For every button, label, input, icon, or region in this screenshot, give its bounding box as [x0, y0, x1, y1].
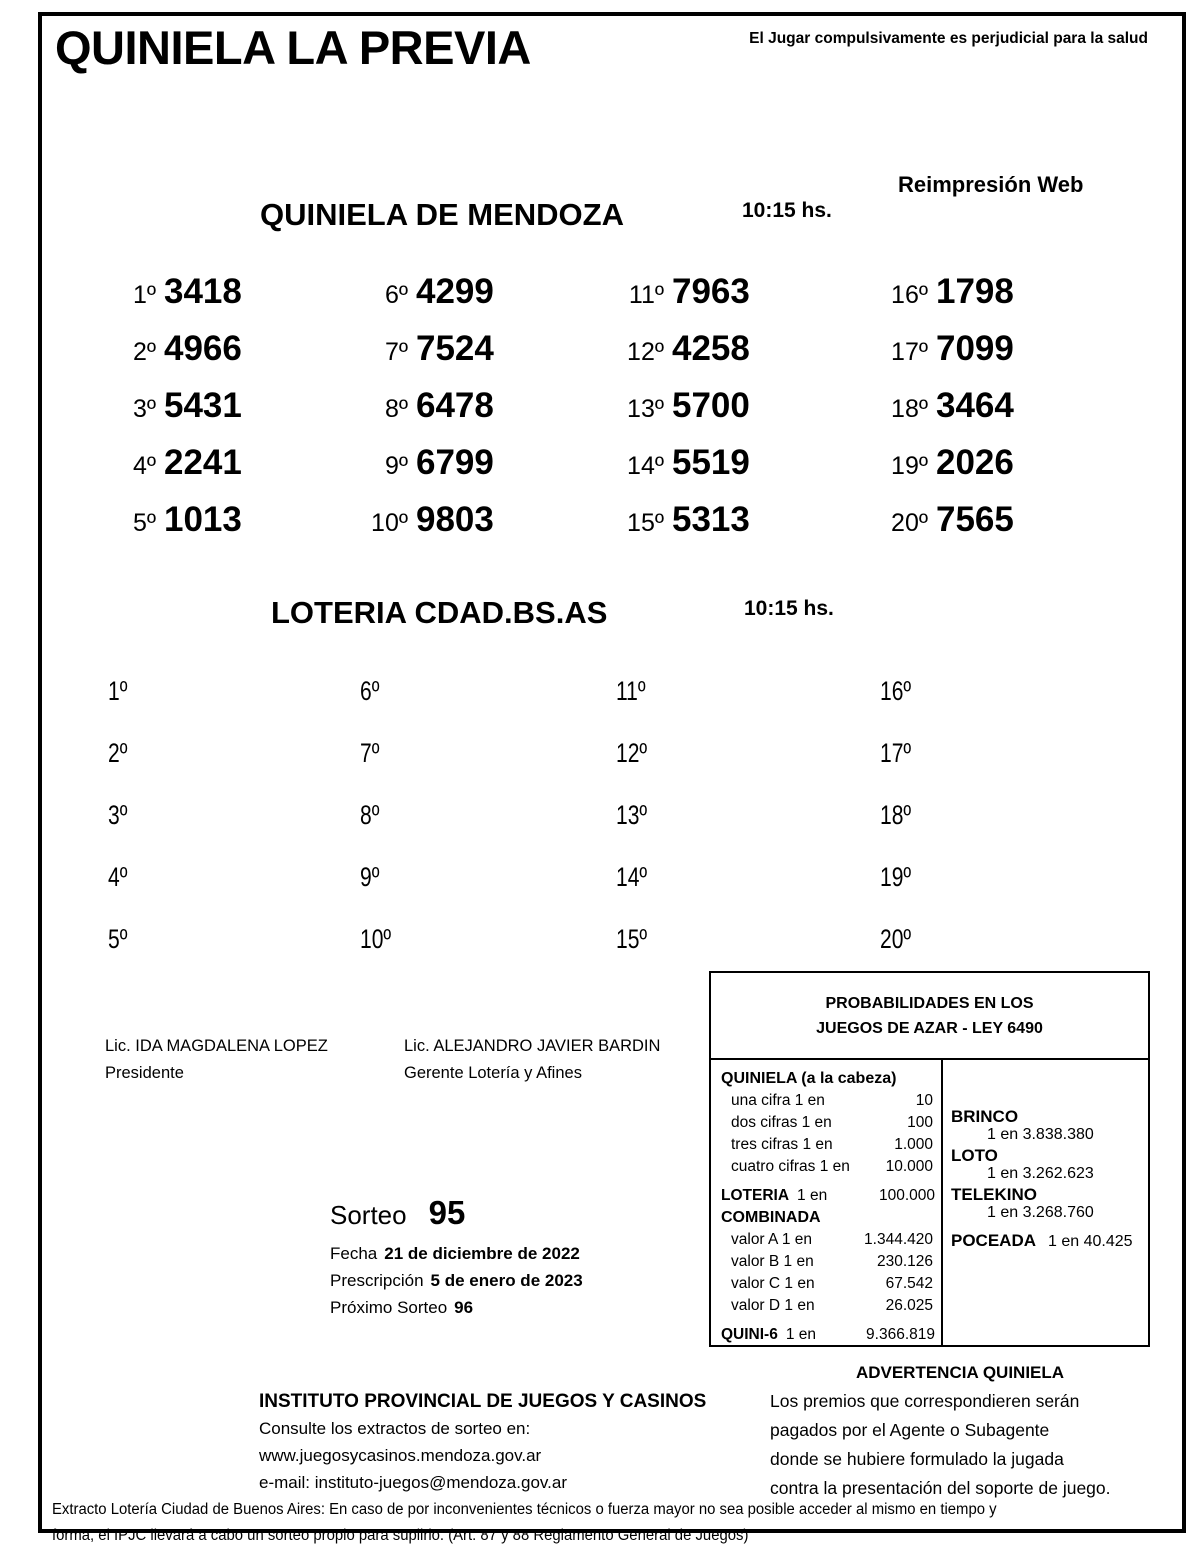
- game-odds: 1 en 3.838.380: [987, 1126, 1094, 1143]
- result-number: 6799: [416, 443, 494, 482]
- result-row: [108, 500, 368, 557]
- draw-date-row: [330, 1240, 583, 1267]
- advertencia-line: pagados por el Agente o Subagente: [770, 1420, 1050, 1440]
- result-number: 4966: [164, 329, 242, 368]
- result-row: [360, 800, 620, 862]
- spacer: [951, 1223, 1148, 1230]
- probabilities-header-line2: JUEGOS DE AZAR - LEY 6490: [816, 1019, 1043, 1037]
- position-label: 12º: [627, 338, 664, 366]
- probability-row: [721, 1229, 933, 1251]
- result-row: [616, 676, 876, 738]
- game-probability-brinco: [951, 1106, 1148, 1145]
- position-label: 9º: [384, 452, 408, 480]
- proximo-sorteo-value: 96: [454, 1298, 474, 1317]
- probability-amount: 1.000: [894, 1136, 933, 1153]
- position-label: 8º: [360, 800, 380, 830]
- institution-name: INSTITUTO PROVINCIAL DE JUEGOS Y CASINOS: [259, 1391, 707, 1412]
- position-label: 8º: [384, 395, 408, 423]
- result-number: 7099: [936, 329, 1014, 368]
- result-row: [616, 862, 876, 924]
- result-row: [616, 386, 876, 443]
- prescripcion-value: 5 de enero de 2023: [430, 1271, 583, 1290]
- results-column-1: [108, 272, 368, 557]
- results-column-2: [360, 676, 620, 986]
- results-column-3: [616, 272, 876, 557]
- advertencia-line: contra la presentación del soporte de juego.: [770, 1478, 1111, 1498]
- result-row: [616, 800, 876, 862]
- position-label: 9º: [360, 862, 380, 892]
- result-number: 5313: [672, 500, 750, 539]
- institution-contact-block: [259, 1388, 706, 1496]
- quini6-label: QUINI-6: [721, 1326, 778, 1343]
- result-row: [880, 676, 1140, 738]
- prescription-date-row: [330, 1267, 583, 1294]
- fecha-value: 21 de diciembre de 2022: [384, 1244, 580, 1263]
- draw-time-mendoza: 10:15 hs.: [742, 199, 832, 222]
- position-label: 5º: [108, 924, 128, 954]
- result-number: 6478: [416, 386, 494, 425]
- institution-email[interactable]: e-mail: instituto-juegos@mendoza.gov.ar: [259, 1473, 567, 1492]
- result-row: [880, 862, 1140, 924]
- loteria-probability-row: [721, 1185, 935, 1207]
- probability-amount: 10.000: [885, 1158, 933, 1175]
- result-number: 4258: [672, 329, 750, 368]
- result-row: [360, 386, 620, 443]
- loteria-amount: 100.000: [878, 1187, 935, 1204]
- institution-website[interactable]: www.juegosycasinos.mendoza.gov.ar: [259, 1446, 542, 1465]
- game-name: BRINCO: [951, 1107, 1019, 1126]
- probability-amount: 67.542: [885, 1275, 933, 1292]
- proximo-sorteo-label: Próximo Sorteo: [330, 1298, 448, 1317]
- position-label: 7º: [360, 738, 380, 768]
- probabilities-table: [709, 971, 1150, 1347]
- result-row: [880, 272, 1140, 329]
- probability-amount: 230.126: [876, 1253, 933, 1270]
- advertencia-line: donde se hubiere formulado la jugada: [770, 1449, 1064, 1469]
- institution-line: Consulte los extractos de sorteo en:: [259, 1419, 531, 1438]
- spacer: [721, 1317, 941, 1324]
- position-label: 2º: [108, 738, 128, 768]
- probability-label: valor B 1 en: [731, 1253, 814, 1270]
- position-label: 14º: [627, 452, 664, 480]
- result-row: [108, 386, 368, 443]
- result-row: [880, 738, 1140, 800]
- result-number: 2241: [164, 443, 242, 482]
- position-label: 19º: [891, 452, 928, 480]
- probabilities-body: [711, 1060, 1148, 1345]
- result-number: 3418: [164, 272, 242, 311]
- position-label: 3º: [108, 800, 128, 830]
- result-row: [108, 862, 368, 924]
- result-number: 1013: [164, 500, 242, 539]
- position-label: 20º: [891, 509, 928, 537]
- position-label: 16º: [880, 676, 912, 706]
- results-column-2: [360, 272, 620, 557]
- position-label: 1º: [132, 281, 156, 309]
- result-number: 7524: [416, 329, 494, 368]
- result-row: [880, 386, 1140, 443]
- disclaimer-line: Extracto Lotería Ciudad de Buenos Aires: En caso de por inconvenientes técnicos o fuerza mayor no sea posible acceder al mismo en tiempo y: [52, 1501, 997, 1518]
- loteria-label: LOTERIA: [721, 1187, 790, 1204]
- result-row: [616, 272, 876, 329]
- result-row: [616, 738, 876, 800]
- probability-label: dos cifras 1 en: [731, 1114, 832, 1131]
- sorteo-label: Sorteo: [330, 1200, 407, 1230]
- position-label: 11º: [616, 676, 646, 706]
- position-label: 16º: [891, 281, 928, 309]
- prescripcion-label: Prescripción: [330, 1271, 424, 1290]
- position-label: 20º: [880, 924, 912, 954]
- signature-role: Gerente Lotería y Afines: [404, 1064, 582, 1082]
- probability-row: [721, 1251, 933, 1273]
- signature-name: Lic. IDA MAGDALENA LOPEZ: [105, 1037, 328, 1055]
- signature-manager: [404, 1033, 660, 1087]
- probabilities-header-line1: PROBABILIDADES EN LOS: [825, 994, 1034, 1012]
- results-column-4: [880, 676, 1140, 986]
- probability-row: [721, 1134, 933, 1156]
- probability-label: cuatro cifras 1 en: [731, 1158, 850, 1175]
- result-row: [880, 443, 1140, 500]
- result-row: [880, 329, 1140, 386]
- result-number: 4299: [416, 272, 494, 311]
- position-label: 3º: [132, 395, 156, 423]
- probability-amount: 26.025: [885, 1297, 933, 1314]
- probabilities-left-column: [711, 1060, 943, 1345]
- position-label: 1º: [108, 676, 128, 706]
- result-row: [360, 862, 620, 924]
- probability-label: valor D 1 en: [731, 1297, 815, 1314]
- game-odds: 1 en 40.425: [1048, 1233, 1133, 1250]
- position-label: 13º: [627, 395, 664, 423]
- sorteo-number: 95: [428, 1194, 466, 1231]
- position-label: 17º: [891, 338, 928, 366]
- probability-label: valor A 1 en: [731, 1231, 813, 1248]
- result-row: [360, 738, 620, 800]
- position-label: 15º: [627, 509, 664, 537]
- position-label: 2º: [132, 338, 156, 366]
- position-label: 13º: [616, 800, 648, 830]
- result-row: [108, 443, 368, 500]
- result-number: 1798: [936, 272, 1014, 311]
- quiniela-section-title: QUINIELA (a la cabeza): [721, 1070, 897, 1087]
- gambling-warning-notice: El Jugar compulsivamente es perjudicial para la salud: [749, 30, 1148, 47]
- result-row: [360, 924, 620, 986]
- result-row: [108, 924, 368, 986]
- probability-amount: 10: [915, 1092, 933, 1109]
- game-odds: 1 en 3.262.623: [987, 1165, 1094, 1182]
- position-label: 6º: [384, 281, 408, 309]
- probability-label: valor C 1 en: [731, 1275, 815, 1292]
- result-row: [360, 500, 620, 557]
- position-label: 10º: [360, 924, 392, 954]
- spacer: [721, 1178, 941, 1185]
- draw-time-bsas: 10:15 hs.: [744, 597, 834, 620]
- page-title: QUINIELA LA PREVIA: [55, 21, 531, 74]
- probability-row: [721, 1295, 933, 1317]
- fecha-label: Fecha: [330, 1244, 378, 1263]
- legal-disclaimer: [52, 1497, 1162, 1549]
- position-label: 17º: [880, 738, 912, 768]
- draw-info-block: [330, 1194, 583, 1321]
- game-name: POCEADA: [951, 1231, 1037, 1250]
- result-row: [108, 329, 368, 386]
- advertencia-line: Los premios que correspondieren serán: [770, 1391, 1080, 1411]
- next-draw-row: [330, 1294, 583, 1321]
- probability-row: [721, 1112, 933, 1134]
- probability-row: [721, 1156, 933, 1178]
- result-row: [616, 443, 876, 500]
- probability-row: [721, 1090, 933, 1112]
- result-row: [360, 443, 620, 500]
- draw-title-bsas: LOTERIA CDAD.BS.AS: [271, 595, 608, 630]
- position-label: 18º: [880, 800, 912, 830]
- combinada-section-title: COMBINADA: [721, 1209, 821, 1226]
- results-column-1: [108, 676, 368, 986]
- position-label: 14º: [616, 862, 648, 892]
- result-row: [880, 500, 1140, 557]
- position-label: 6º: [360, 676, 380, 706]
- probability-amount: 100: [907, 1114, 933, 1131]
- result-number: 3464: [936, 386, 1014, 425]
- position-label: 18º: [891, 395, 928, 423]
- result-number: 2026: [936, 443, 1014, 482]
- draw-title-mendoza: QUINIELA DE MENDOZA: [260, 197, 624, 232]
- game-odds: 1 en 3.268.760: [987, 1204, 1094, 1221]
- result-number: 5700: [672, 386, 750, 425]
- quini6-probability-row: [721, 1324, 935, 1346]
- probability-amount: 1.344.420: [864, 1231, 933, 1248]
- position-label: 10º: [371, 509, 408, 537]
- quini6-amount: 9.366.819: [866, 1326, 935, 1343]
- result-row: [108, 676, 368, 738]
- result-number: 7963: [672, 272, 750, 311]
- disclaimer-line: forma, el IPJC llevará a cabo un sorteo propio para suplirlo. (Art. 87 y 88 Reglamento General de Juegos): [52, 1527, 749, 1544]
- position-label: 19º: [880, 862, 912, 892]
- position-label: 11º: [628, 281, 664, 309]
- probabilities-right-column: [943, 1060, 1148, 1345]
- quini6-mid: 1 en: [785, 1326, 817, 1343]
- position-label: 12º: [616, 738, 648, 768]
- advertencia-block: [770, 1358, 1150, 1503]
- game-probability-poceada: [951, 1230, 1148, 1252]
- position-label: 4º: [132, 452, 156, 480]
- result-row: [360, 329, 620, 386]
- result-number: 9803: [416, 500, 494, 539]
- probability-label: una cifra 1 en: [731, 1092, 825, 1109]
- result-row: [108, 800, 368, 862]
- game-name: LOTO: [951, 1146, 998, 1165]
- game-probability-loto: [951, 1145, 1148, 1184]
- position-label: 7º: [384, 338, 408, 366]
- signature-name: Lic. ALEJANDRO JAVIER BARDIN: [404, 1037, 661, 1055]
- probability-row: [721, 1273, 933, 1295]
- result-row: [108, 738, 368, 800]
- probability-label: tres cifras 1 en: [731, 1136, 833, 1153]
- reprint-web-label: Reimpresión Web: [898, 172, 1084, 197]
- signature-role: Presidente: [105, 1064, 184, 1082]
- results-column-4: [880, 272, 1140, 557]
- result-row: [360, 272, 620, 329]
- signature-president: [105, 1033, 328, 1087]
- position-label: 15º: [616, 924, 648, 954]
- result-row: [360, 676, 620, 738]
- result-row: [616, 329, 876, 386]
- result-number: 5519: [672, 443, 750, 482]
- result-number: 7565: [936, 500, 1014, 539]
- position-label: 5º: [132, 509, 156, 537]
- result-row: [108, 272, 368, 329]
- loteria-mid: 1 en: [797, 1187, 828, 1204]
- position-label: 4º: [108, 862, 128, 892]
- game-name: TELEKINO: [951, 1185, 1037, 1204]
- advertencia-title: ADVERTENCIA QUINIELA: [855, 1363, 1065, 1382]
- probabilities-header: [711, 973, 1148, 1060]
- result-row: [880, 800, 1140, 862]
- game-probability-telekino: [951, 1184, 1148, 1223]
- draw-number-heading: [330, 1194, 583, 1232]
- result-row: [616, 500, 876, 557]
- result-number: 5431: [164, 386, 242, 425]
- results-column-3: [616, 676, 876, 986]
